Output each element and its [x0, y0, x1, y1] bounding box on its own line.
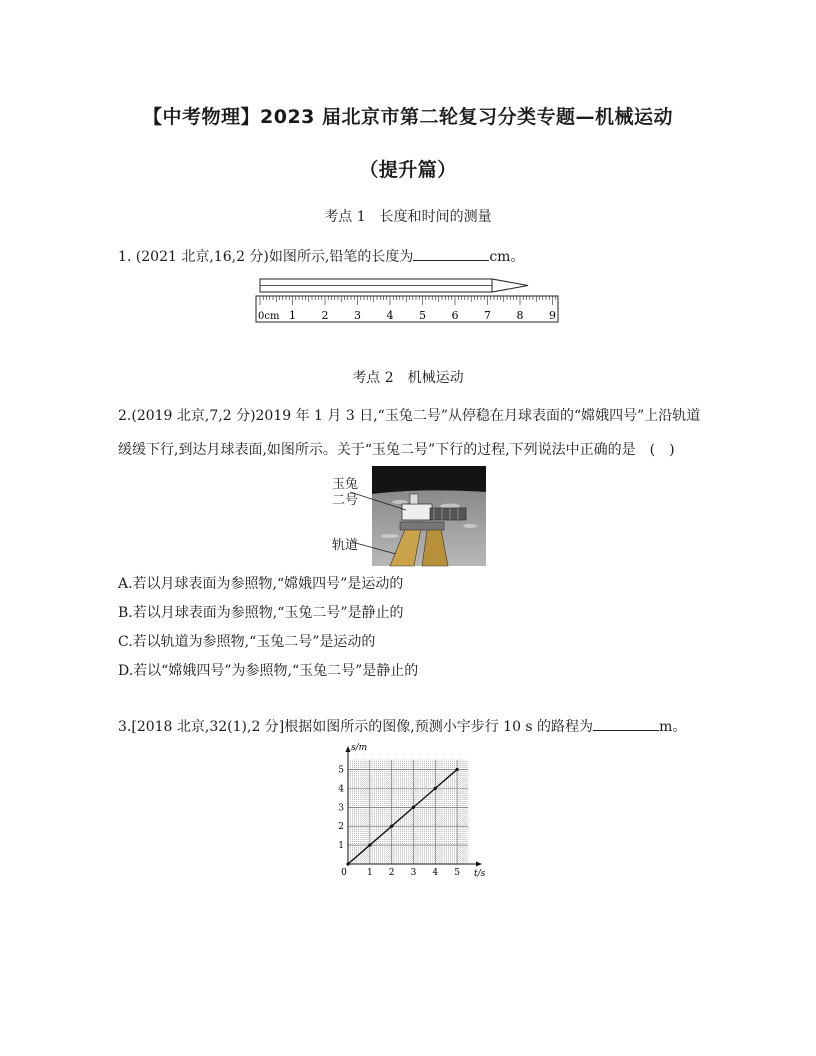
option-b[interactable]: B.若以月球表面为参照物,“玉兔二号”是静止的 [118, 605, 404, 621]
data-point [455, 768, 458, 771]
x-tick-label: 1 [366, 868, 373, 878]
ruler-figure [252, 274, 564, 326]
question-3-unit: m。 [659, 719, 687, 735]
data-point [368, 843, 371, 846]
page-subtitle: （提升篇） [359, 159, 457, 181]
ruler-unit-label: 0cm [258, 311, 280, 322]
option-d[interactable]: D.若以“嫦娥四号”为参照物,“玉兔二号”是静止的 [118, 663, 419, 679]
data-point [346, 862, 349, 865]
question-1-text: 1. (2021 北京,16,2 分)如图所示,铅笔的长度为 [118, 249, 414, 265]
ruler-tick-label: 7 [484, 309, 491, 322]
section-heading-1: 考点 1 长度和时间的测量 [324, 209, 492, 225]
question-1 [118, 246, 524, 266]
figure-label-track: 轨道 [332, 538, 359, 553]
answer-blank-3[interactable] [593, 716, 659, 731]
ruler-tick-label: 5 [419, 309, 426, 322]
answer-blank-1[interactable] [413, 246, 489, 261]
y-axis-arrow [346, 746, 351, 752]
ruler-tick-label: 2 [321, 309, 329, 322]
ruler-tick-label: 3 [354, 309, 361, 322]
y-tick-label: 3 [338, 803, 344, 814]
ruler-tick-label: 9 [549, 309, 556, 322]
ruler-tick-label: 4 [386, 309, 394, 322]
ruler-tick-label: 8 [516, 309, 524, 322]
y-tick-label: 5 [338, 765, 344, 776]
option-a[interactable]: A.若以月球表面为参照物,“嫦娥四号”是运动的 [118, 576, 404, 592]
y-tick-label: 2 [338, 822, 344, 833]
x-tick-label: 3 [410, 868, 417, 878]
page-title: 【中考物理】2023 届北京市第二轮复习分类专题—机械运动 [143, 106, 673, 128]
lunar-rover-photo [330, 466, 488, 566]
x-axis-label: t/s [474, 869, 486, 879]
ruler-body [256, 296, 558, 322]
question-2-line-1: 2.(2019 北京,7,2 分)2019 年 1 月 3 日,“玉兔二号”从停稳在月球表面的“嫦娥四号”上沿轨道 [118, 408, 701, 424]
x-tick-label: 5 [454, 868, 460, 878]
x-axis-arrow [476, 862, 482, 867]
question-2-line-2: 缓缓下行,到达月球表面,如图所示。关于“玉兔二号”下行的过程,下列说法中正确的是 ( ) [118, 442, 675, 458]
question-1-unit: cm。 [489, 249, 525, 265]
question-3-text: 3.[2018 北京,32(1),2 分]根据如图所示的图像,预测小宇步行 10 s 的路程为 [118, 719, 594, 735]
s-t-graph [332, 740, 486, 880]
x-tick-label: 4 [432, 868, 439, 878]
y-tick-label: 1 [338, 841, 344, 852]
data-point [434, 787, 437, 790]
ruler-tick-label: 6 [451, 309, 459, 322]
x-tick-label: 0 [341, 868, 347, 878]
question-3 [118, 716, 686, 736]
pencil [260, 279, 528, 292]
ruler-tick-label: 1 [289, 309, 296, 322]
figure-label-rover: 玉兔 二号 [332, 477, 359, 508]
y-tick-label: 4 [338, 784, 344, 795]
section-heading-2: 考点 2 机械运动 [352, 370, 464, 386]
option-c[interactable]: C.若以轨道为参照物,“玉兔二号”是运动的 [118, 634, 376, 650]
x-tick-label: 2 [388, 868, 395, 878]
y-axis-label: s/m [351, 743, 368, 753]
data-point [390, 825, 393, 828]
data-point [412, 806, 415, 809]
